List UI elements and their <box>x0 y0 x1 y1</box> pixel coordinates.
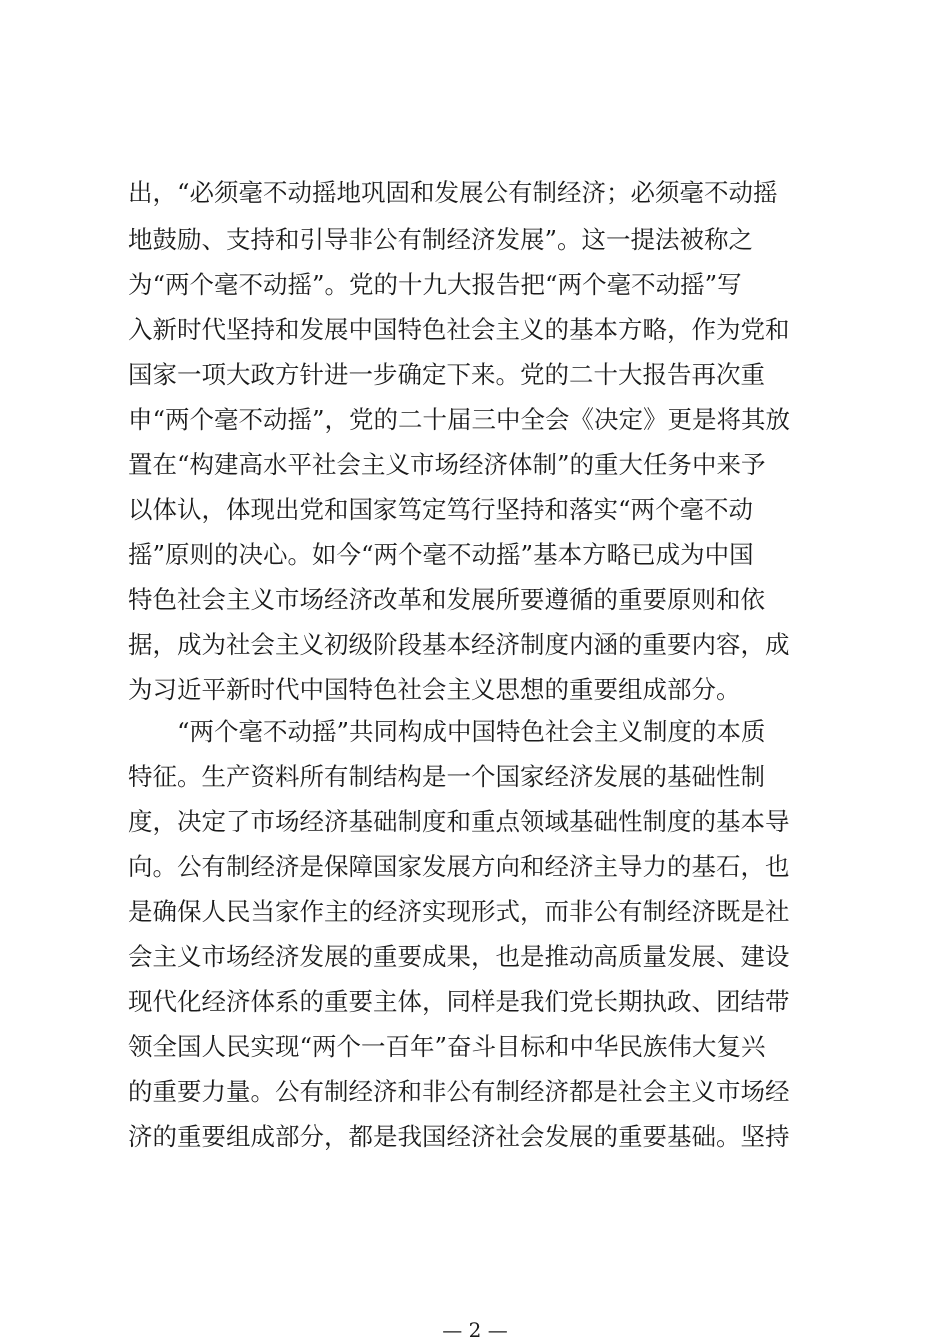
text-line-3: 为“两个毫不动摇”。党的十九大报告把“两个毫不动摇”写 <box>128 270 742 299</box>
text-line-4: 入新时代坚持和发展中国特色社会主义的基本方略，作为党和 <box>128 315 790 344</box>
text-line-8: 以体认，体现出党和国家笃定笃行坚持和落实“两个毫不动 <box>128 495 754 524</box>
text-line-14: 特征。生产资料所有制结构是一个国家经济发展的基础性制 <box>128 762 765 791</box>
text-line-15: 度，决定了市场经济基础制度和重点领域基础性制度的基本导 <box>128 807 790 836</box>
text-line-18: 会主义市场经济发展的重要成果，也是推动高质量发展、建设 <box>128 942 790 971</box>
text-line-2: 地鼓励、支持和引导非公有制经济发展”。这一提法被称之 <box>128 225 754 254</box>
paragraph-start-line: “两个毫不动摇”共同构成中国特色社会主义制度的本质 <box>177 717 766 746</box>
page-number: — 2 — <box>442 1318 508 1342</box>
text-line-19: 现代化经济体系的重要主体，同样是我们党长期执政、团结带 <box>128 987 790 1016</box>
text-line-11: 据，成为社会主义初级阶段基本经济制度内涵的重要内容，成 <box>128 630 790 659</box>
text-line-17: 是确保人民当家作主的经济实现形式，而非公有制经济既是社 <box>128 897 790 926</box>
text-line-10: 特色社会主义市场经济改革和发展所要遵循的重要原则和依 <box>128 585 765 614</box>
text-line-7: 置在“构建高水平社会主义市场经济体制”的重大任务中来予 <box>128 450 766 479</box>
text-line-1: 出，“必须毫不动摇地巩固和发展公有制经济；必须毫不动摇 <box>128 178 778 207</box>
text-line-9: 摇”原则的决心。如今“两个毫不动摇”基本方略已成为中国 <box>128 540 754 569</box>
text-line-16: 向。公有制经济是保障国家发展方向和经济主导力的基石，也 <box>128 852 790 881</box>
text-line-21: 的重要力量。公有制经济和非公有制经济都是社会主义市场经 <box>128 1077 790 1106</box>
text-line-5: 国家一项大政方针进一步确定下来。党的二十大报告再次重 <box>128 360 765 389</box>
text-line-20: 领全国人民实现“两个一百年”奋斗目标和中华民族伟大复兴 <box>128 1032 766 1061</box>
text-line-12: 为习近平新时代中国特色社会主义思想的重要组成部分。 <box>128 675 741 704</box>
text-line-6: 申“两个毫不动摇”，党的二十届三中全会《决定》更是将其放 <box>128 405 791 434</box>
text-line-22: 济的重要组成部分，都是我国经济社会发展的重要基础。坚持 <box>128 1122 790 1151</box>
